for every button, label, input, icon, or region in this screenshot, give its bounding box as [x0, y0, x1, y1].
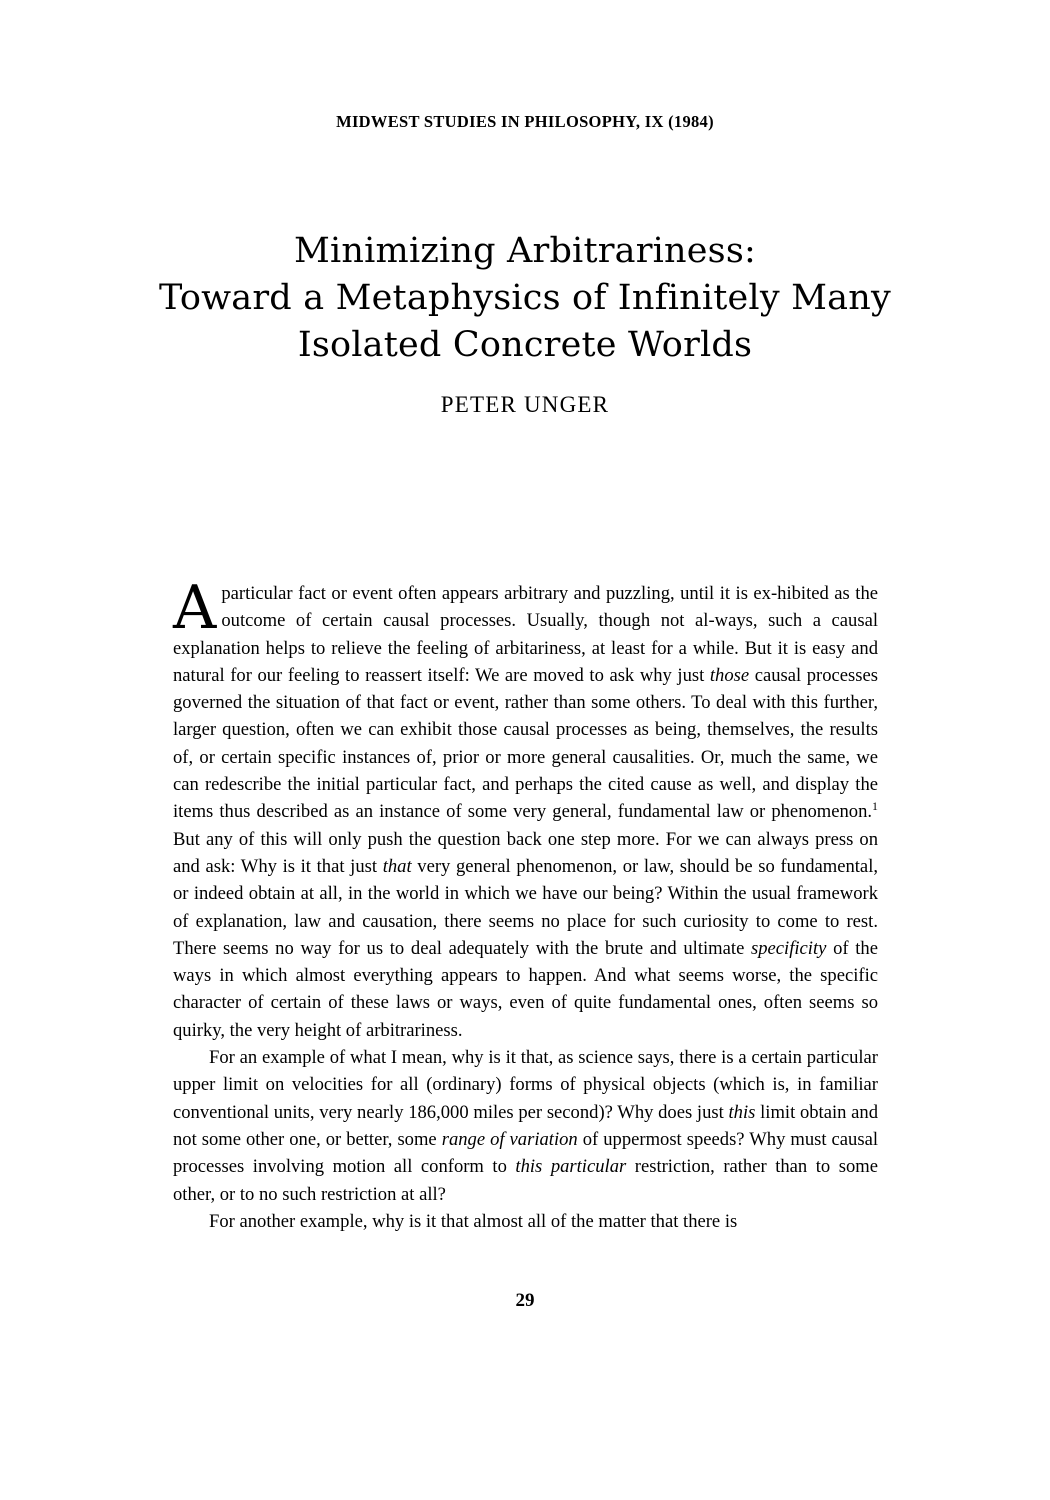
- page-number: 29: [515, 1290, 535, 1311]
- body-text-run: For another example, why is it that almost all of the matter that there is: [209, 1210, 738, 1232]
- author-byline: PETER UNGER: [440, 392, 610, 417]
- article-title: [0, 228, 1050, 369]
- body-text-run: But any of this will only push the question back one step more. For we can always press on and ask: Why is it that just: [173, 828, 878, 877]
- emphasis-text: this particular: [515, 1156, 627, 1178]
- title-line-2: Toward a Metaphysics of Infinitely Many: [159, 278, 891, 318]
- body-text-run: For an example of what I mean, why is it that, as science says, there is a certain particular upper limit on velocities for all (ordinary) forms of physical objects (which is, in familiar conventional units, very nearly 186,000 miles per second)? Why does just: [173, 1047, 878, 1123]
- title-line-3: Isolated Concrete Worlds: [297, 325, 753, 365]
- running-head: MIDWEST STUDIES IN PHILOSOPHY, IX (1984): [336, 112, 714, 131]
- body-text-run: very general phenomenon, or law, should be so fundamental, or indeed obtain at all, in the world in which we have our being? Within the usual framework of explanation, law and causation, there seems no place for such curiosity to come to rest. There seems no way for us to deal adequately with the brute and ultimate: [173, 855, 879, 959]
- body-text-run: of the ways in which almost everything appears to happen. And what seems worse, the specific character of certain of these laws or ways, even of quite fundamental ones, often seems so quirky, the very height of arbitrariness.: [173, 937, 878, 1041]
- body-text-run: of uppermost speeds? Why must causal processes involving motion all conform to: [173, 1128, 878, 1178]
- title-line-1: Minimizing Arbitrariness:: [293, 231, 757, 271]
- emphasis-text: that: [382, 855, 412, 877]
- emphasis-text: specificity: [751, 937, 827, 959]
- body-text-run: particular fact or event often appears arbitrary and puzzling, until it is ex-hibited as the outcome of certain causal processes. Usually, though not al-ways, such a causal explanation helps to relieve the feeling of arbitariness, at least for a while. But it is easy and natural for our feeling to reassert itself: We are moved to ask why just: [173, 583, 878, 686]
- drop-cap: A: [173, 573, 217, 643]
- footnote-marker: 1: [872, 799, 878, 814]
- emphasis-text: those: [709, 664, 750, 686]
- emphasis-text: range of variation: [441, 1128, 578, 1150]
- paragraph: [173, 1208, 878, 1235]
- article-body: [173, 573, 879, 1235]
- body-text-run: limit obtain and not some other one, or better, some: [173, 1101, 878, 1150]
- paragraph: [173, 573, 879, 1044]
- body-text-run: causal processes governed the situation of that fact or event, rather than some others. To deal with this further, larger question, often we can exhibit those causal processes as being, themselves, the results of, or certain specific instances of, prior or more general causalities. Or, much the same, we can redescribe the initial particular fact, and perhaps the cited cause as well, and display the items thus described as an instance of some very general, fundamental law or phenomenon.: [173, 664, 878, 823]
- body-text-run: restriction, rather than to some other, or to no such restriction at all?: [173, 1156, 878, 1205]
- paragraph: [173, 1044, 878, 1208]
- emphasis-text: this: [728, 1101, 756, 1123]
